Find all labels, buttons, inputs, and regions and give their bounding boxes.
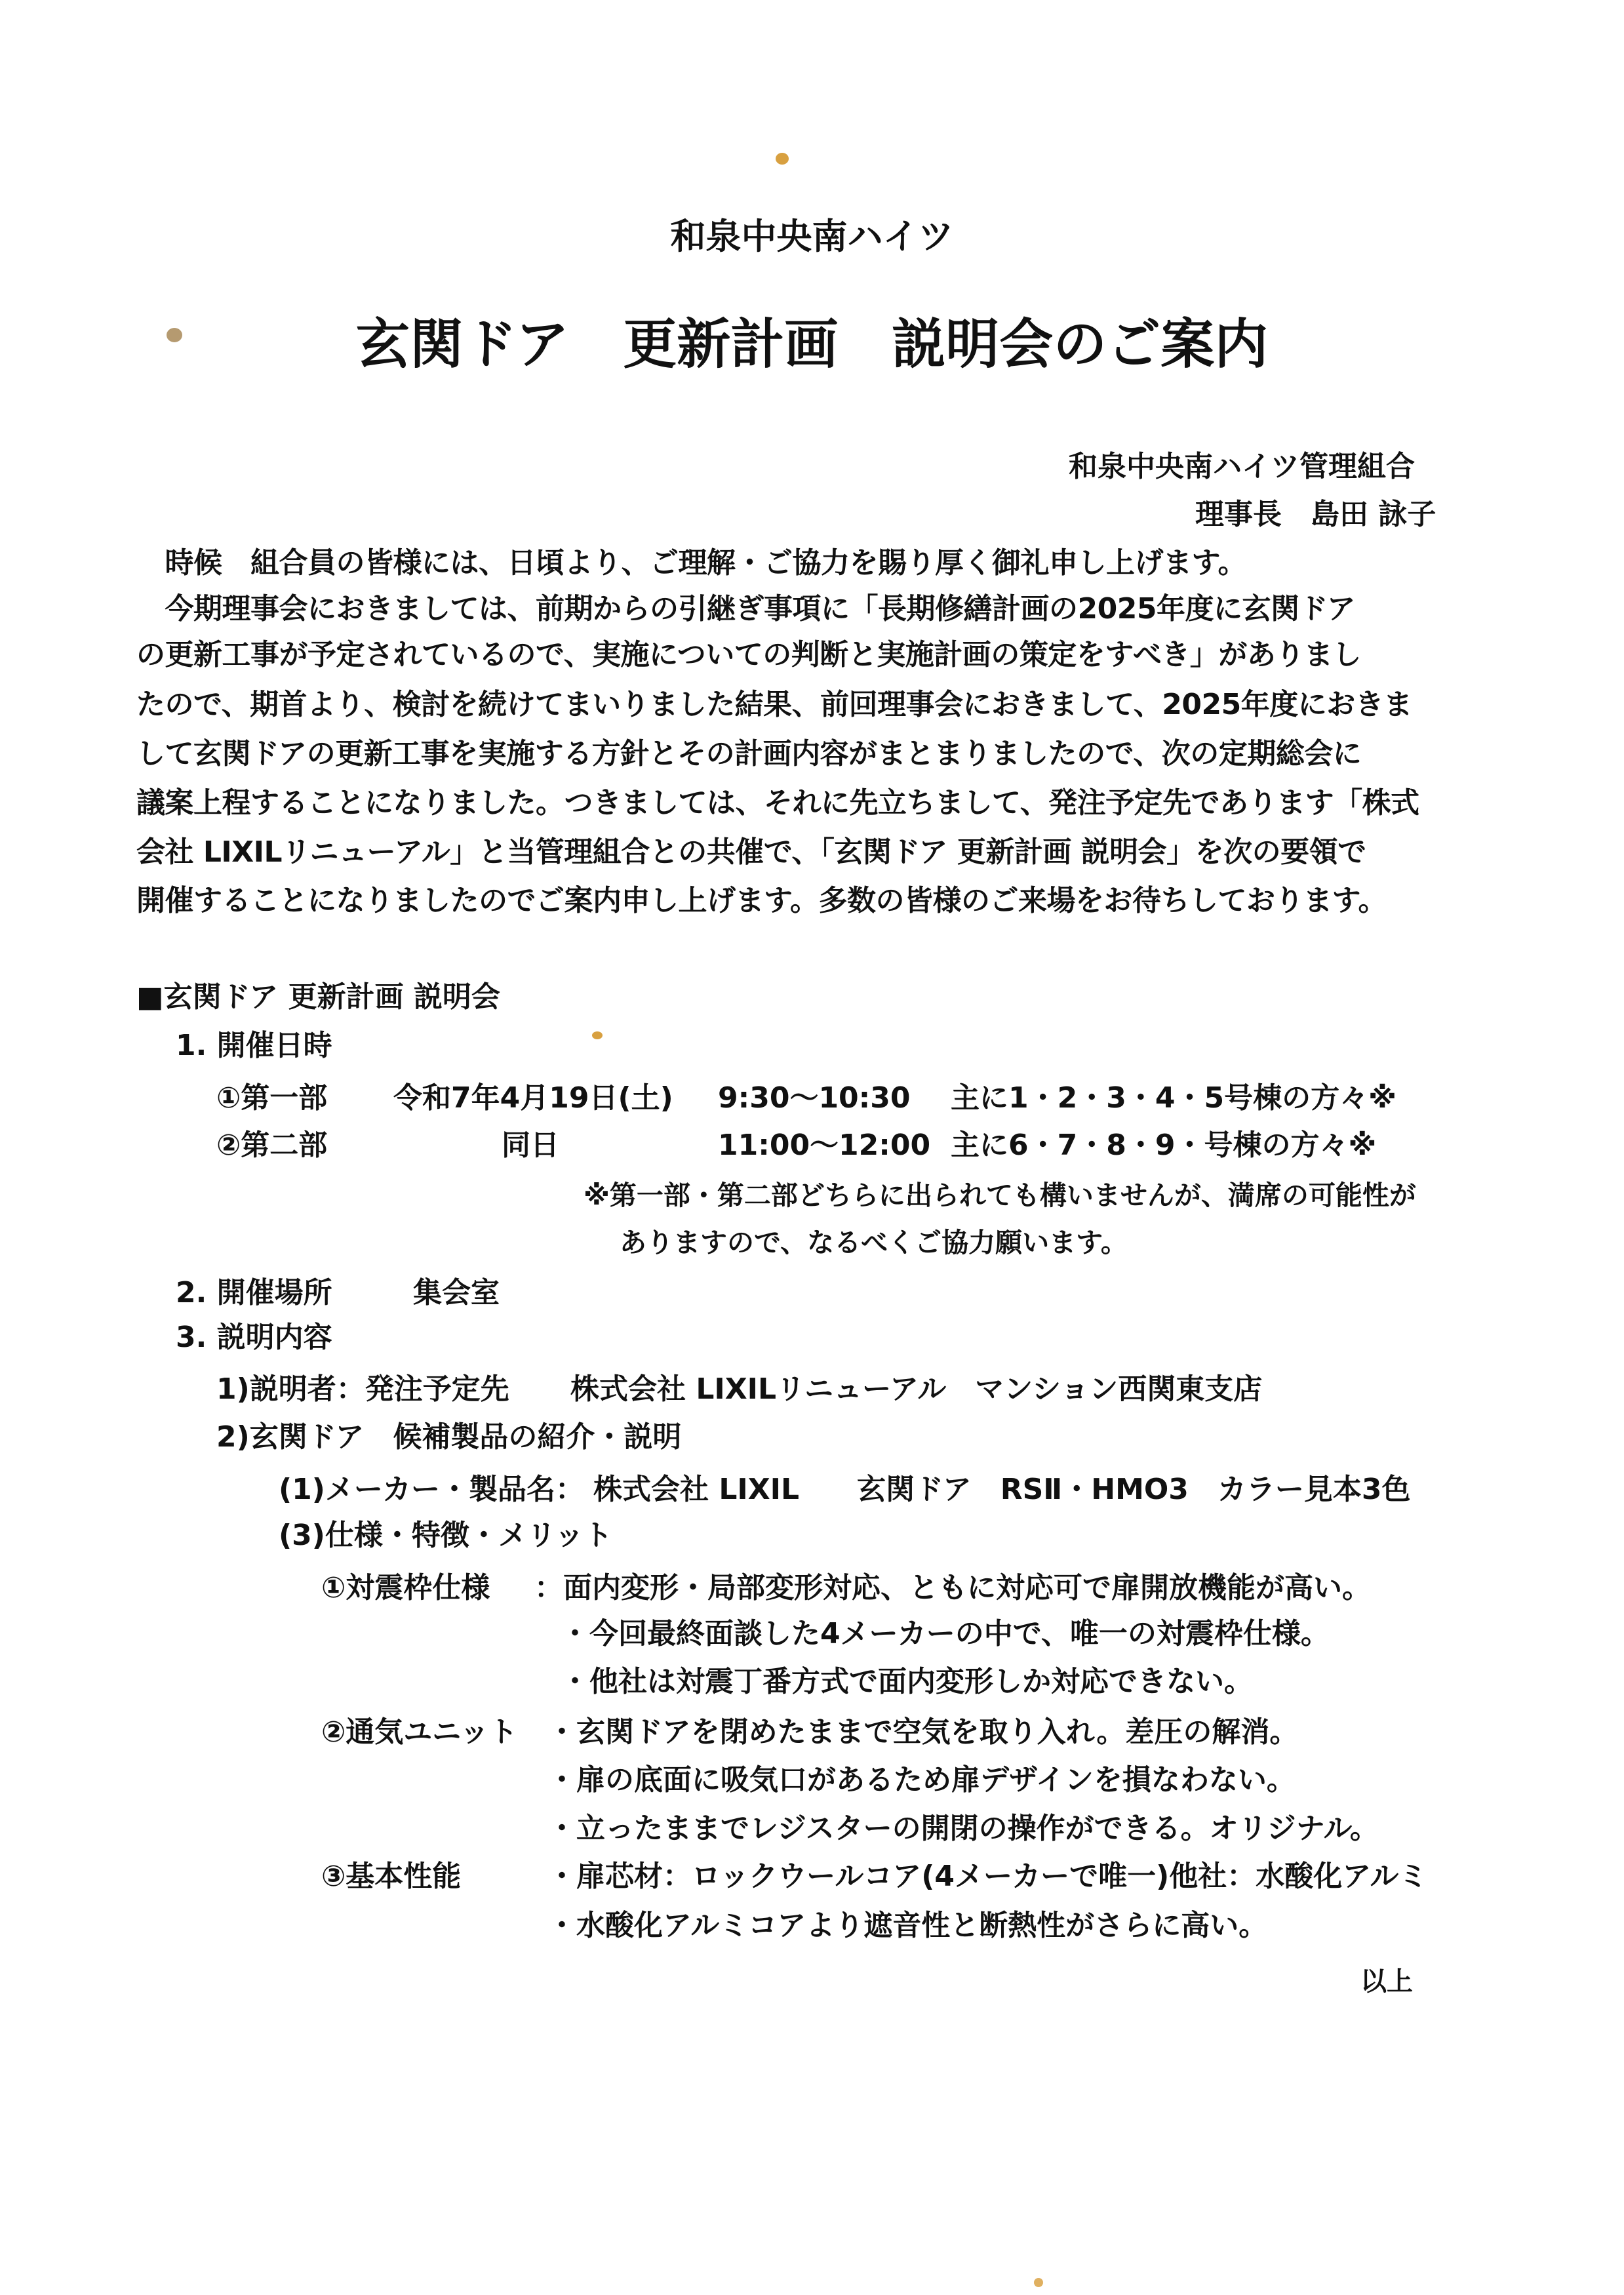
item2-label: 2. 開催場所 [176, 1276, 332, 1309]
item3-label: 3. 説明内容 [176, 1321, 332, 1354]
body-line: 時候 組合員の皆様には、日頃より、ご理解・ご協力を賜り厚く御礼申し上げます。 [136, 546, 1246, 580]
issuer-chair: 理事長 島田 詠子 [1195, 498, 1436, 531]
feature-line: ・扉芯材：ロックウールコア(4メーカーで唯一)他社：水酸化アルミ [547, 1860, 1428, 1893]
closing-mark: 以上 [1360, 1966, 1413, 1997]
part2-date: 同日 [502, 1128, 559, 1162]
section-title: ■玄関ドア 更新計画 説明会 [136, 980, 500, 1014]
body-line: して玄関ドアの更新工事を実施する方針とその計画内容がまとまりましたので、次の定期総会に [136, 737, 1362, 770]
feature-name: ①対震枠仕様 [321, 1571, 490, 1605]
part1-time: 9:30～10:30 [718, 1081, 911, 1115]
part2-time: 11:00～12:00 [718, 1128, 931, 1162]
body-line: たので、期首より、検討を続けてまいりました結果、前回理事会におきまして、2025年度におきま [136, 688, 1412, 721]
body-line: 今期理事会におきましては、前期からの引継ぎ事項に「長期修繕計画の2025年度に玄関ドア [136, 592, 1356, 626]
presenter-label: 1)説明者：発注予定先 [216, 1372, 509, 1406]
part1-date: 令和7年4月19日(土) [393, 1081, 673, 1115]
item1-label: 1. 開催日時 [176, 1029, 332, 1062]
body-line: の更新工事が予定されているので、実施についての判断と実施計画の策定をすべき」がありまし [136, 638, 1361, 671]
part1-name: ①第一部 [216, 1081, 328, 1115]
body-line: 議案上程することになりました。つきましては、それに先立ちまして、発注予定先であります「株式 [136, 786, 1419, 820]
notice-title: 玄関ドア 更新計画 説明会のご案内 [355, 313, 1269, 376]
part1-target: 主に1・2・3・4・5号棟の方々※ [951, 1081, 1396, 1115]
feature-name: ③基本性能 [321, 1860, 462, 1893]
feature-line: ：面内変形・局部変形対応、ともに対応可で扉開放機能が高い。 [534, 1571, 1371, 1605]
feature-line: ・水酸化アルミコアより遮音性と断熱性がさらに高い。 [547, 1909, 1268, 1942]
product-intro-label: 2)玄関ドア 候補製品の紹介・説明 [216, 1420, 682, 1454]
feature-line: ・他社は対震丁番方式で面内変形しか対応できない。 [561, 1665, 1253, 1698]
paper-stain [1034, 2278, 1043, 2287]
maker-value: 株式会社 LIXIL 玄関ドア RSⅡ・HMO3 カラー見本3色 [593, 1473, 1411, 1506]
paper-stain [776, 153, 789, 165]
body-line: 開催することになりましたのでご案内申し上げます。多数の皆様のご来場をお待ちしております。 [136, 884, 1387, 917]
part2-target: 主に6・7・8・9・号棟の方々※ [951, 1128, 1377, 1162]
schedule-note: ※第一部・第二部どちらに出られても構いませんが、満席の可能性が [584, 1180, 1416, 1211]
feature-line: ・今回最終面談した4メーカーの中で、唯一の対震枠仕様。 [561, 1617, 1330, 1650]
body-line: 会社 LIXILリニューアル」と当管理組合との共催で、「玄関ドア 更新計画 説明会」を次の要領で [136, 835, 1366, 869]
paper-stain [592, 1031, 603, 1039]
maker-label: (1)メーカー・製品名： [279, 1473, 584, 1506]
building-name: 和泉中央南ハイツ [670, 216, 954, 257]
feature-line: ・扉の底面に吸気口があるため扉デザインを損なわない。 [547, 1763, 1296, 1797]
feature-line: ・立ったままでレジスターの開閉の操作ができる。オリジナル。 [547, 1812, 1379, 1845]
presenter-value: 株式会社 LIXILリニューアル マンション西関東支店 [570, 1372, 1263, 1406]
part2-name: ②第二部 [216, 1128, 328, 1162]
venue-value: 集会室 [413, 1276, 500, 1309]
feature-name: ②通気ユニット [321, 1715, 518, 1749]
spec-label: (3)仕様・特徴・メリット [279, 1519, 613, 1552]
issuer-organization: 和泉中央南ハイツ管理組合 [1069, 450, 1415, 483]
schedule-note: ありますので、なるべくご協力願います。 [620, 1227, 1128, 1258]
feature-line: ・玄関ドアを閉めたままで空気を取り入れ。差圧の解消。 [547, 1715, 1299, 1749]
